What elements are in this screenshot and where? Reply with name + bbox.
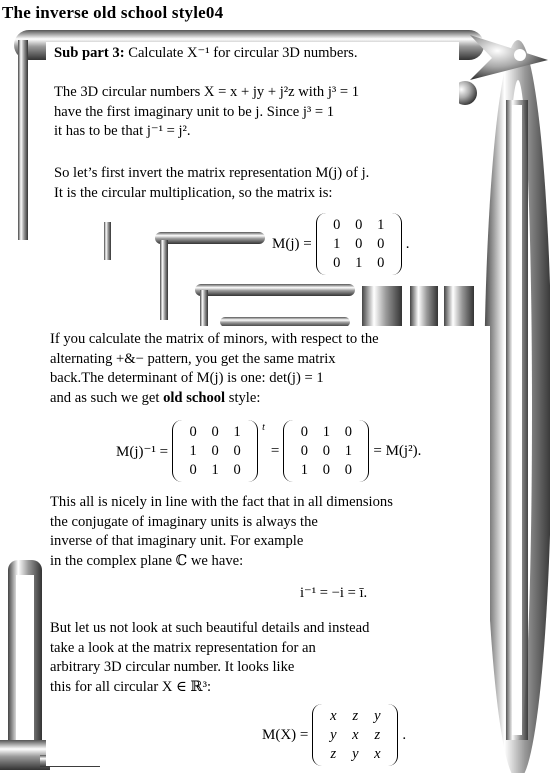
matrix-mj-a [172,420,258,482]
matrix-cell: 0 [344,423,352,440]
matrix-cell: 0 [211,423,219,440]
paragraph-5 [50,619,369,697]
matrix-cell: y [374,707,381,724]
equation-mx [262,704,406,766]
paragraph-line: in the complex plane ℂ we have: [50,552,244,569]
sub-part-task: Calculate X⁻¹ for circular 3D numbers. [128,45,358,61]
paragraph-line: this for all circular X ∈ ℝ³: [50,678,212,695]
matrix-cell: 1 [233,423,241,440]
matrix-cell: 0 [344,461,352,478]
matrix-cell: 0 [300,423,308,440]
paragraph-line: inverse of that imaginary unit. For example [50,533,304,549]
matrix-cell: 1 [211,461,219,478]
matrix-grid [293,424,359,479]
equals-sign: = [270,442,280,459]
matrix-cell: 1 [344,442,352,459]
matrix-cell: 0 [377,235,385,252]
paragraph-line: It is the circular multiplication, so the matrix is: [54,184,333,201]
matrix-cell: 0 [233,442,241,459]
paragraph-line: the conjugate of imaginary units is always the [50,513,318,530]
matrix-cell: y [330,726,337,743]
matrix-cell: 0 [322,442,330,459]
equation-mj [272,213,409,275]
paragraph-1 [54,83,359,142]
paragraph-line: So let’s first invert the matrix representation M(j) of j. [54,165,370,181]
paragraph-2 [54,164,369,203]
paragraph-line: The 3D circular numbers X = x + jy + j²z with j³ = 1 [54,84,360,100]
matrix-cell: 0 [333,216,341,233]
matrix-cell: 1 [333,235,341,252]
matrix-cell: 0 [322,461,330,478]
matrix-cell: x [374,745,381,762]
equation-rhs: = M(j²). [373,442,422,459]
paragraph-4 [50,493,393,571]
sub-part-heading [54,44,358,64]
matrix-cell: 0 [189,423,197,440]
paragraph-3 [50,330,379,408]
page-title: The inverse old school style04 [2,3,224,22]
matrix-cell: 1 [300,461,308,478]
paragraph-line: This all is nicely in line with the fact that in all dimensions [50,494,393,510]
paragraph-line: alternating +&− pattern, you get the same matrix [50,350,336,367]
equation-end: . [405,235,410,252]
matrix-grid [322,708,388,763]
matrix-cell: 0 [355,216,363,233]
paragraph-line: But let us not look at such beautiful details and instead [50,620,370,636]
equation-inverse [116,420,421,482]
matrix-cell: z [352,707,359,724]
matrix-cell: z [374,726,381,743]
matrix-cell: x [352,726,359,743]
transpose-mark: t [262,421,265,433]
matrix-mx [312,704,398,766]
equation-lhs: M(j) = [272,235,312,252]
matrix-cell: 1 [355,254,363,271]
matrix-grid [182,424,248,479]
matrix-cell: 0 [211,442,219,459]
matrix-cell: 0 [233,461,241,478]
text-fragment: and as such we get [50,389,164,406]
matrix-cell: x [330,707,337,724]
equation-lhs: M(X) = [262,726,309,743]
matrix-mj [316,213,402,275]
matrix-cell: 0 [355,235,363,252]
text-fragment: style: [225,389,261,406]
matrix-cell: 0 [189,461,197,478]
matrix-grid [326,217,392,272]
matrix-cell: 1 [189,442,197,459]
paragraph-line: If you calculate the matrix of minors, with respect to the [50,331,379,347]
equation-lhs: M(j)⁻¹ = [116,443,169,460]
paragraph-line: take a look at the matrix representation for an [50,639,316,656]
paragraph-line: back.The determinant of M(j) is one: det(j) = 1 [50,370,324,386]
equation-end: . [402,726,407,743]
matrix-cell: 0 [333,254,341,271]
paragraph-line: arbitrary 3D circular number. It looks like [50,659,295,675]
sub-part-label: Sub part 3: [54,45,125,61]
paragraph-line: it has to be that j⁻¹ = j². [54,123,191,139]
matrix-cell: 1 [322,423,330,440]
matrix-cell: z [330,745,337,762]
matrix-cell: 1 [377,216,385,233]
paragraph-line [50,389,379,409]
matrix-cell: 0 [377,254,385,271]
bold-text: old school [163,389,226,406]
matrix-cell: y [352,745,359,762]
matrix-mj-b [283,420,369,482]
equation-complex: i⁻¹ = −i = ī. [300,585,368,601]
paragraph-line: have the first imaginary unit to be j. Since j³ = 1 [54,103,335,120]
matrix-cell: 0 [300,442,308,459]
